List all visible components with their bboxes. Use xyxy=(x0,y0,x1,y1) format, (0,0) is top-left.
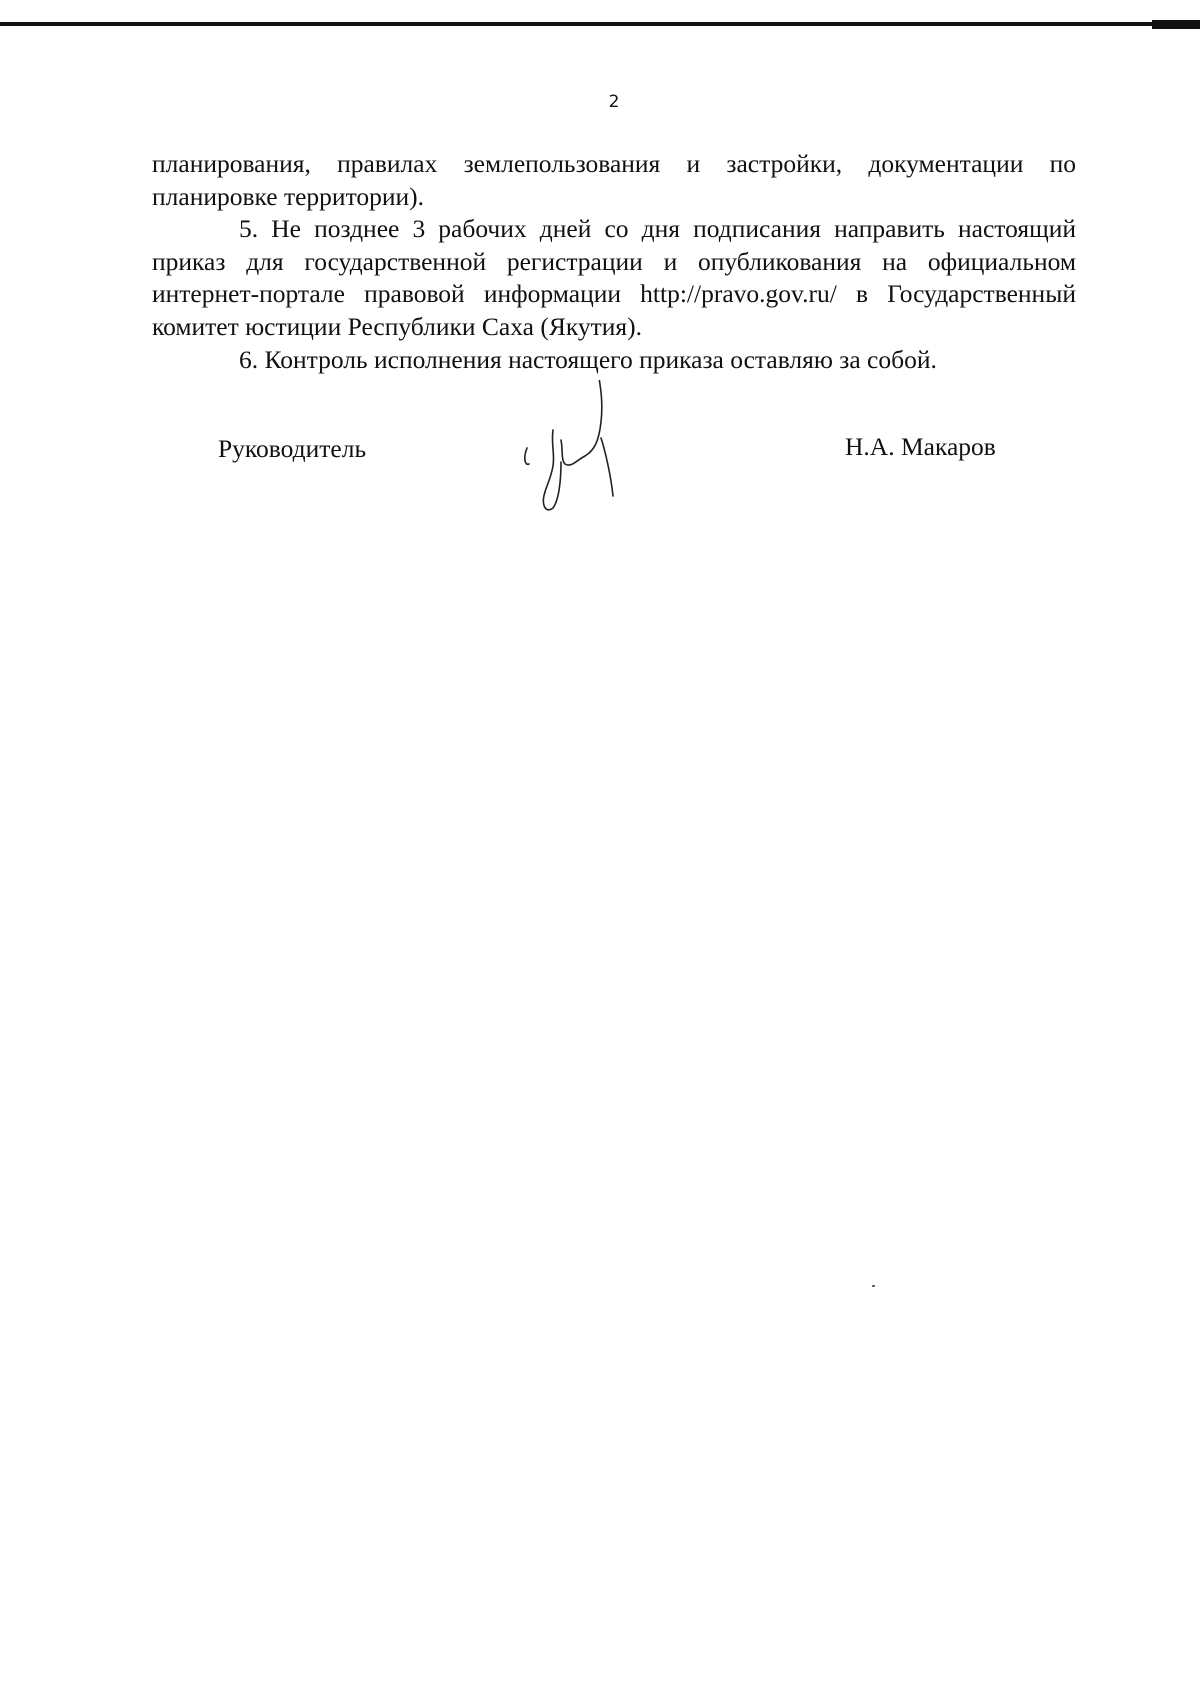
scan-top-edge-mark xyxy=(1152,20,1200,29)
document-body xyxy=(152,148,1076,376)
scan-speck xyxy=(872,1285,875,1287)
scan-top-edge xyxy=(0,22,1200,26)
paragraph-continuation: планирования, правилах землепользования и застройки, документации по планировке территории). xyxy=(152,149,1076,211)
signer-position: Руководитель xyxy=(218,434,367,463)
handwritten-signature xyxy=(515,380,665,530)
signature-block xyxy=(0,380,1200,540)
paragraph-item-6: 6. Контроль исполнения настоящего приказа оставляю за собой. xyxy=(239,344,937,374)
page-number: 2 xyxy=(608,92,620,112)
signer-name: Н.А. Макаров xyxy=(845,432,996,461)
paragraph-item-5: 5. Не позднее 3 рабочих дней со дня подписания направить настоящий приказ для государственной регистрации и опубликования на официальном интернет-портале правовой информации http://pravo.gov.ru/ в Государственный комитет юстиции Республики Саха (Якутия). xyxy=(152,214,1076,341)
